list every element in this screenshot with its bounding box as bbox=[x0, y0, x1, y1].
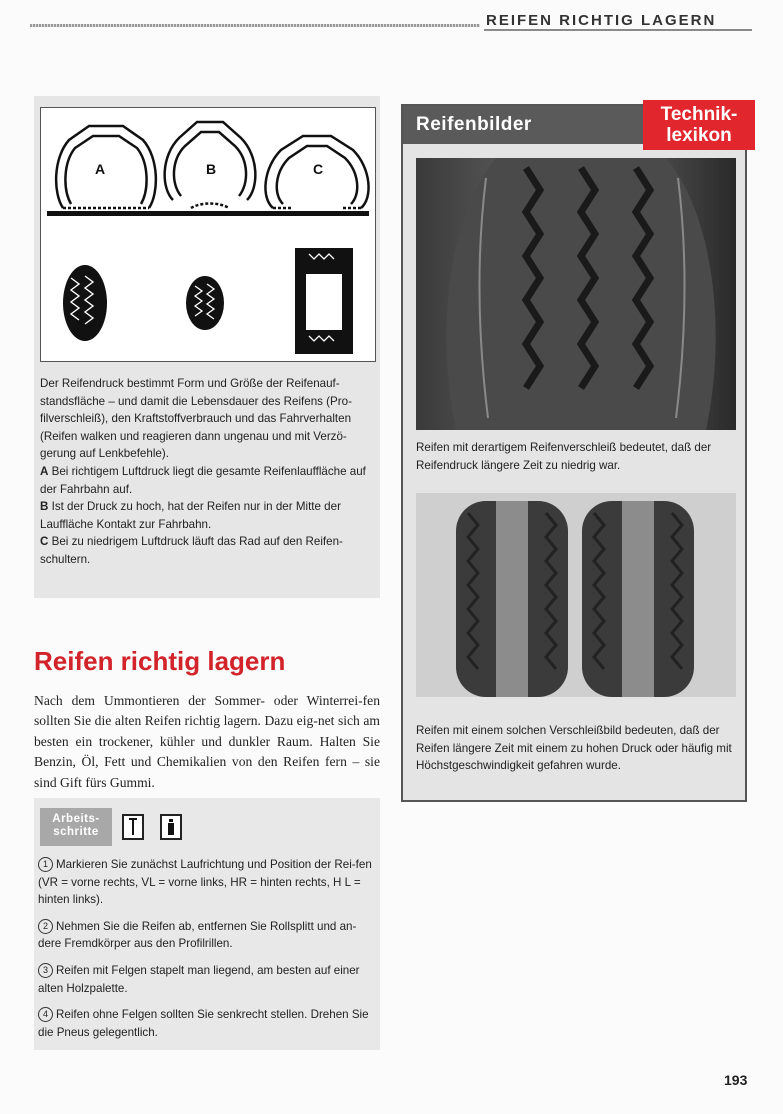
step-item bbox=[38, 1006, 378, 1041]
caption-c-key: C bbox=[40, 535, 49, 549]
step-item bbox=[38, 918, 378, 953]
caption-b bbox=[40, 498, 374, 533]
caption-a-key: A bbox=[40, 464, 49, 478]
caption-c-text: Bei zu niedrigem Luftdruck läuft das Rad auf den Reifen-schultern. bbox=[40, 535, 343, 566]
step-item bbox=[38, 856, 378, 909]
step-text: Reifen ohne Felgen sollten Sie senkrecht stellen. Drehen Sie die Pneus gelegentlich. bbox=[38, 1008, 369, 1039]
label-b: B bbox=[206, 161, 217, 177]
section-body: Nach dem Ummontieren der Sommer- oder Winterrei-fen sollten Sie die alten Reifen richtig lagern. Dazu eig-net sich am besten ein trockener, kühler und dunkler Raum. Halten Sie Benzin, Öl, Fett und Chemikalien von den Reifen fern – sie sind Gift fürs Gummi. bbox=[34, 693, 380, 790]
photo2-caption: Reifen mit einem solchen Verschleißbild bedeuten, daß der Reifen längere Zeit mit einem zu hohen Druck oder häufig mit Höchstgeschwindigkeit gefahren wurde. bbox=[416, 724, 732, 773]
caption-b-key: B bbox=[40, 500, 49, 514]
tire-diagram bbox=[40, 107, 376, 362]
step-text: Reifen mit Felgen stapelt man liegend, am besten auf einer alten Holzpalette. bbox=[38, 963, 360, 995]
step-number: 4 bbox=[38, 1007, 53, 1022]
caption-intro: Der Reifendruck bestimmt Form und Größe der Reifenauf-standsfläche – und damit die Lebensdauer des Reifens (Pro-filverschleiß), den Kraftstoffverbrauch und das Fahrverhalten (Reifen walken und reagieren dann ungenau und mit Verzö-gerung auf Lenkbefehle). bbox=[40, 377, 352, 461]
photo1-caption: Reifen mit derartigem Reifenverschleiß bedeutet, daß der Reifendruck längere Zeit zu niedrig war. bbox=[416, 441, 712, 472]
caption-a bbox=[40, 463, 374, 498]
footprint-a bbox=[63, 265, 107, 341]
running-header: REIFEN RICHTIG LAGERN bbox=[486, 12, 717, 29]
step-text: Nehmen Sie die Reifen ab, entfernen Sie Rollsplitt und an-dere Fremdkörper aus den Profilrillen. bbox=[38, 919, 357, 951]
spray-can-icon bbox=[160, 814, 182, 840]
label-a: A bbox=[95, 161, 106, 177]
caption-c bbox=[40, 533, 374, 568]
tire-profile-a bbox=[56, 126, 156, 208]
label-c: C bbox=[313, 161, 324, 177]
steps-badge: Arbeits-schritte bbox=[40, 808, 112, 846]
steps-list bbox=[38, 856, 378, 1050]
lexikon-badge: Technik-lexikon bbox=[643, 100, 755, 150]
screwdriver-icon bbox=[122, 814, 144, 840]
section-title: Reifen richtig lagern bbox=[34, 646, 286, 676]
footprint-b bbox=[186, 276, 224, 330]
step-number: 1 bbox=[38, 857, 53, 872]
page-number: 193 bbox=[724, 1072, 748, 1088]
header-rule bbox=[30, 24, 480, 27]
caption-a-text: Bei richtigem Luftdruck liegt die gesamte Reifenlauffläche auf der Fahrbahn auf. bbox=[40, 464, 366, 496]
footprint-c bbox=[295, 248, 353, 354]
worn-tire-photo-overinflated bbox=[416, 493, 736, 697]
lexikon-title: Reifenbilder bbox=[416, 114, 532, 135]
worn-tire-photo-underinflated bbox=[416, 158, 736, 430]
ground-line bbox=[47, 211, 369, 216]
step-number: 3 bbox=[38, 963, 53, 978]
step-text: Markieren Sie zunächst Laufrichtung und Position der Rei-fen (VR = vorne rechts, VL = vorne links, HR = hinten rechts, H L = hinten links). bbox=[38, 858, 372, 907]
caption-b-text: Ist der Druck zu hoch, hat der Reifen nur in der Mitte der Lauffläche Kontakt zur Fahrbahn. bbox=[40, 500, 341, 531]
figure-caption bbox=[40, 375, 374, 569]
header-underline bbox=[484, 29, 752, 31]
step-item bbox=[38, 962, 378, 997]
step-number: 2 bbox=[38, 919, 53, 934]
